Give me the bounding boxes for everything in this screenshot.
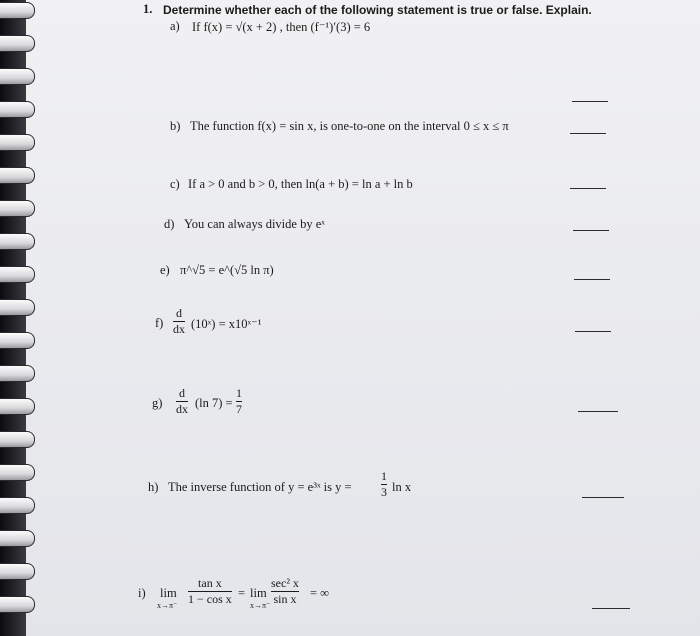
item-i-numerator-2: sec² x [271, 576, 299, 590]
spiral-ring [0, 464, 35, 481]
item-i-lim-2: lim [250, 586, 267, 600]
item-h-denominator: 3 [381, 485, 387, 499]
item-g-numerator: d [179, 386, 185, 400]
item-b-statement: The function f(x) = sin x, is one-to-one on the interval 0 ≤ x ≤ π [190, 119, 509, 133]
item-e-statement: π^√5 = e^(√5 ln π) [180, 263, 274, 277]
spiral-ring [0, 2, 35, 19]
spiral-ring [0, 530, 35, 547]
spiral-ring [0, 596, 35, 613]
item-a-statement: If f(x) = √(x + 2) , then (f⁻¹)′(3) = 6 [192, 20, 371, 34]
spiral-ring [0, 200, 35, 217]
item-i-numerator-1: tan x [198, 576, 222, 590]
answer-line-e [574, 279, 610, 280]
item-b-label: b) [170, 119, 181, 133]
item-g-result-fraction [236, 387, 242, 416]
item-f-numerator: d [176, 306, 182, 320]
item-c-label: c) [170, 177, 180, 191]
item-g-result-numerator: 1 [236, 386, 242, 400]
spiral-ring [0, 266, 35, 283]
item-i-result: = ∞ [310, 586, 330, 600]
spiral-ring [0, 233, 35, 250]
item-e-label: e) [160, 263, 170, 277]
item-d-label: d) [164, 217, 175, 231]
item-f-denominator: dx [173, 322, 185, 336]
spiral-ring [0, 431, 35, 448]
item-i-denominator-1: 1 − cos x [188, 592, 232, 606]
spiral-ring [0, 101, 35, 118]
item-f-statement: (10ˣ) = x10ˣ⁻¹ [191, 317, 262, 331]
item-d-statement: You can always divide by eˣ [184, 217, 325, 231]
item-i-lim-1-subscript: x→π⁻ [157, 601, 178, 610]
spiral-ring [0, 563, 35, 580]
item-g-result-denominator: 7 [236, 402, 242, 416]
answer-line-c [570, 188, 606, 189]
item-c-statement: If a > 0 and b > 0, then ln(a + b) = ln a + ln b [188, 177, 413, 191]
spiral-ring [0, 299, 35, 316]
spiral-ring [0, 35, 35, 52]
item-i-label: i) [138, 586, 146, 600]
question-prompt: Determine whether each of the following statement is true or false. Explain. [163, 3, 592, 17]
spiral-ring [0, 398, 35, 415]
answer-line-i [592, 608, 630, 609]
item-g-derivative-fraction [176, 387, 188, 416]
item-h-numerator: 1 [381, 469, 387, 483]
item-h-fraction [381, 470, 387, 499]
answer-line-g [578, 411, 618, 412]
item-g-statement: (ln 7) = [195, 396, 233, 410]
answer-line-h [582, 497, 624, 498]
spiral-ring [0, 167, 35, 184]
item-g-label: g) [152, 396, 163, 410]
spiral-ring [0, 497, 35, 514]
spiral-ring [0, 134, 35, 151]
item-g-denominator: dx [176, 402, 188, 416]
item-i-denominator-2: sin x [273, 592, 297, 606]
answer-line-b [570, 133, 606, 134]
answer-line-d [573, 230, 609, 231]
item-a-label: a) [170, 19, 180, 33]
item-i-equals: = [238, 586, 246, 600]
item-i-fraction-1 [188, 577, 232, 606]
item-f-label: f) [155, 316, 164, 330]
item-i-fraction-2 [271, 577, 299, 606]
answer-line-f [575, 331, 611, 332]
question-number: 1. [143, 2, 153, 16]
item-f-derivative-fraction [173, 307, 185, 336]
spiral-ring [0, 365, 35, 382]
spiral-ring [0, 332, 35, 349]
item-h-tail: ln x [392, 480, 412, 494]
item-h-statement: The inverse function of y = e³ˣ is y = [168, 480, 352, 494]
item-h-label: h) [148, 480, 159, 494]
item-i-lim-1: lim [160, 586, 177, 600]
answer-line-a [572, 101, 608, 102]
spiral-ring [0, 68, 35, 85]
item-i-lim-2-subscript: x→π⁻ [250, 601, 271, 610]
